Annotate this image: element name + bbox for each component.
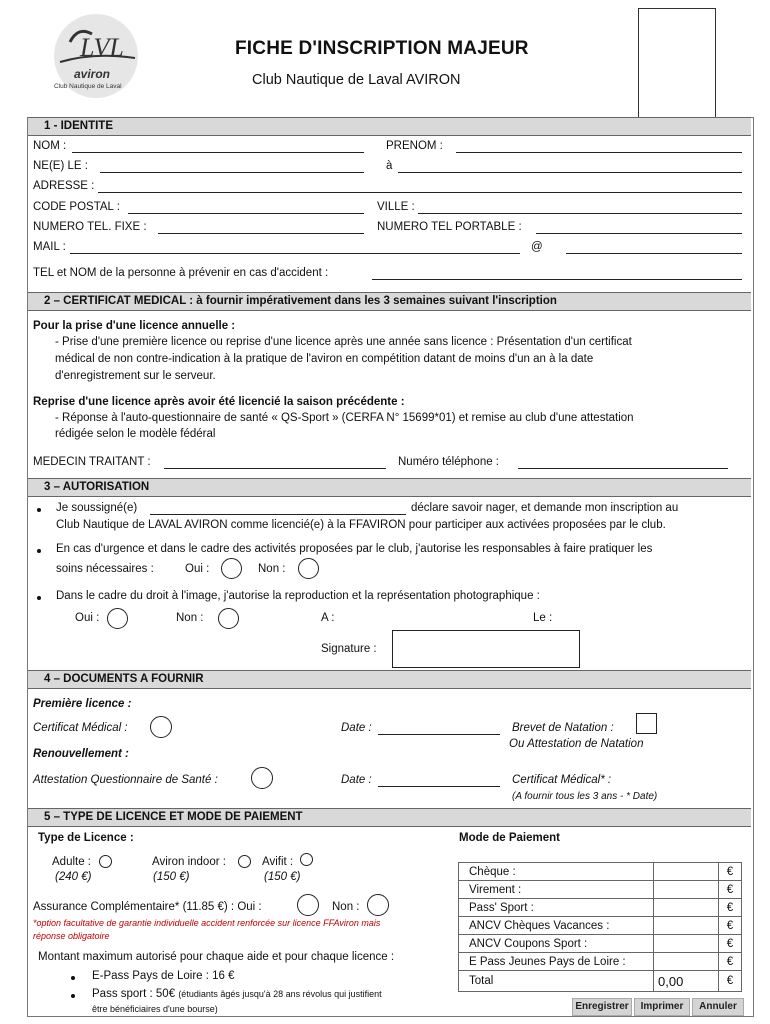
urgence-label: TEL et NOM de la personne à prévenir en cas d'accident : xyxy=(33,267,329,279)
currency-symbol: € xyxy=(719,899,742,917)
tel-fixe-field[interactable] xyxy=(158,233,364,234)
bullet-icon xyxy=(71,976,75,980)
ville-field[interactable] xyxy=(418,213,742,214)
total-amount-field[interactable]: 0,00 xyxy=(654,971,719,992)
code-postal-field[interactable] xyxy=(128,213,364,214)
indoor-label: Aviron indoor : xyxy=(152,856,226,868)
brevet-label: Brevet de Natation : xyxy=(512,722,614,734)
payment-row xyxy=(459,863,742,881)
bullet-icon xyxy=(37,596,41,600)
avifit-radio[interactable] xyxy=(300,853,313,866)
date-label: Le : xyxy=(533,612,553,624)
annuelle-line-3: d'enregistrement sur le serveur. xyxy=(55,370,216,382)
cert-date-label: Date : xyxy=(341,722,372,734)
section-certificat-header: 2 – CERTIFICAT MEDICAL : à fournir impérativement dans les 3 semaines suivant l'inscription xyxy=(28,292,751,311)
attestation-qs-radio[interactable] xyxy=(251,767,273,789)
certificat-label: Certificat Médical : xyxy=(33,722,128,734)
avifit-price: (150 €) xyxy=(264,871,301,883)
payment-label: Virement : xyxy=(459,881,654,899)
section-autorisation-header: 3 – AUTORISATION xyxy=(28,478,751,497)
adulte-radio[interactable] xyxy=(99,855,112,868)
adulte-price: (240 €) xyxy=(55,871,92,883)
payment-amount-field[interactable] xyxy=(654,881,719,899)
currency-symbol: € xyxy=(719,971,742,992)
payment-total-row xyxy=(459,971,742,992)
payment-label: Chèque : xyxy=(459,863,654,881)
medecin-field[interactable] xyxy=(164,468,386,469)
form-title: FICHE D'INSCRIPTION MAJEUR xyxy=(235,38,529,59)
type-licence-title: Type de Licence : xyxy=(38,832,134,844)
birthplace-field[interactable] xyxy=(398,172,742,173)
payment-label: ANCV Chèques Vacances : xyxy=(459,917,654,935)
print-button[interactable]: Imprimer xyxy=(634,998,690,1016)
ville-label: VILLE : xyxy=(377,201,415,213)
tel-fixe-label: NUMERO TEL. FIXE : xyxy=(33,221,147,233)
code-postal-label: CODE POSTAL : xyxy=(33,201,120,213)
currency-symbol: € xyxy=(719,953,742,971)
birthplace-label: à xyxy=(386,160,393,172)
indoor-radio[interactable] xyxy=(238,855,251,868)
payment-label: ANCV Coupons Sport : xyxy=(459,935,654,953)
reprise-title: Reprise d'une licence après avoir été licencié la saison précédente : xyxy=(33,396,405,408)
currency-symbol: € xyxy=(719,881,742,899)
currency-symbol: € xyxy=(719,863,742,881)
urgence-field[interactable] xyxy=(372,279,742,280)
reprise-line-1: - Réponse à l'auto-questionnaire de santé « QS-Sport » (CERFA N° 15699*01) et remise au club d'une attestation xyxy=(55,412,634,424)
image-oui-radio[interactable] xyxy=(107,608,128,629)
avifit-label: Avifit : xyxy=(262,856,294,868)
option-note-line-2: réponse obligatoire xyxy=(33,931,110,941)
renouvellement-title: Renouvellement : xyxy=(33,748,129,760)
image-oui-label: Oui : xyxy=(75,612,100,624)
svg-text:LVL: LVL xyxy=(80,33,124,62)
prenom-label: PRENOM : xyxy=(386,140,443,152)
soins-non-radio[interactable] xyxy=(298,558,319,579)
certificat-radio[interactable] xyxy=(150,716,172,738)
payment-row xyxy=(459,953,742,971)
payment-amount-field[interactable] xyxy=(654,953,719,971)
payment-row xyxy=(459,935,742,953)
adulte-label: Adulte : xyxy=(52,856,91,868)
total-label: Total xyxy=(459,971,654,992)
image-non-label: Non : xyxy=(176,612,204,624)
urgence-soins-text: En cas d'urgence et dans le cadre des activités proposées par le club, j'autorise les responsables à faire pratiquer les xyxy=(56,543,653,555)
payment-row xyxy=(459,881,742,899)
reprise-line-2: rédigée selon le modèle fédéral xyxy=(55,428,216,440)
payment-amount-field[interactable] xyxy=(654,863,719,881)
attestation-natation-label: Ou Attestation de Natation xyxy=(509,738,644,750)
certificat-renouv-label: Certificat Médical* : xyxy=(512,774,612,786)
club-logo xyxy=(40,12,152,100)
tel-medecin-label: Numéro téléphone : xyxy=(398,456,500,468)
annuelle-title: Pour la prise d'une licence annuelle : xyxy=(33,320,236,332)
nom-field[interactable] xyxy=(72,152,364,153)
adresse-label: ADRESSE : xyxy=(33,180,95,192)
droit-image-text: Dans le cadre du droit à l'image, j'autorise la reproduction et la représentation photographique : xyxy=(56,590,540,602)
option-note-line-1: *option facultative de garantie individuelle accident renforcée sur licence FFAviron mais xyxy=(33,918,381,928)
cert-date-field[interactable] xyxy=(378,734,500,735)
premiere-licence-title: Première licence : xyxy=(33,698,132,710)
qs-date-label: Date : xyxy=(341,774,372,786)
assurance-non-radio[interactable] xyxy=(367,894,389,916)
certificat-renouv-note: (A fournir tous les 3 ans - * Date) xyxy=(512,791,658,802)
section-documents-header: 4 – DOCUMENTS A FOURNIR xyxy=(28,670,751,689)
svg-text:aviron: aviron xyxy=(74,67,111,81)
currency-symbol: € xyxy=(719,935,742,953)
soussigne-text: déclare savoir nager, et demande mon inscription au xyxy=(411,502,679,514)
brevet-checkbox[interactable] xyxy=(636,713,657,734)
soins-non-label: Non : xyxy=(258,563,286,575)
payment-amount-field[interactable] xyxy=(654,899,719,917)
annuelle-line-2: médical de non contre-indication à la pratique de l'aviron en compétition datant de moins d'un an à la date xyxy=(55,353,594,365)
payment-amount-field[interactable] xyxy=(654,935,719,953)
tel-portable-field[interactable] xyxy=(536,233,742,234)
cancel-button[interactable]: Annuler xyxy=(692,998,744,1016)
mode-paiement-title: Mode de Paiement xyxy=(459,832,560,844)
soussigne-field[interactable] xyxy=(150,514,406,515)
assurance-non-label: Non : xyxy=(332,901,360,913)
mail-label: MAIL : xyxy=(33,241,66,253)
photo-box[interactable] xyxy=(638,8,716,122)
ne-le-label: NE(E) LE : xyxy=(33,160,88,172)
image-non-radio[interactable] xyxy=(218,608,239,629)
payment-row xyxy=(459,899,742,917)
attestation-qs-label: Attestation Questionnaire de Santé : xyxy=(33,774,218,786)
at-sign: @ xyxy=(531,241,543,253)
adresse-field[interactable] xyxy=(98,192,742,193)
signature-box[interactable] xyxy=(392,630,580,668)
lieu-label: A : xyxy=(321,612,335,624)
payment-row xyxy=(459,917,742,935)
section-licence-header: 5 – TYPE DE LICENCE ET MODE DE PAIEMENT xyxy=(28,808,751,827)
birthdate-field[interactable] xyxy=(100,172,364,173)
signature-label: Signature : xyxy=(321,643,377,655)
currency-symbol: € xyxy=(719,917,742,935)
save-button[interactable]: Enregistrer xyxy=(572,998,632,1016)
form-subtitle: Club Nautique de Laval AVIRON xyxy=(252,72,461,88)
bullet-icon xyxy=(37,549,41,553)
mail-user-field[interactable] xyxy=(70,253,520,254)
tel-portable-label: NUMERO TEL PORTABLE : xyxy=(377,221,522,233)
epass-text: E-Pass Pays de Loire : 16 € xyxy=(92,970,235,982)
passsport-text-2: être bénéficiaires d'une bourse) xyxy=(92,1004,218,1014)
payment-table xyxy=(458,862,742,992)
mail-domain-field[interactable] xyxy=(566,253,742,254)
montant-max-text: Montant maximum autorisé pour chaque aide et pour chaque licence : xyxy=(38,951,395,963)
prenom-field[interactable] xyxy=(456,152,742,153)
assurance-label: Assurance Complémentaire* (11.85 €) : Oui : xyxy=(33,901,262,913)
soins-oui-radio[interactable] xyxy=(221,558,242,579)
soussigne-label: Je soussigné(e) xyxy=(56,502,138,514)
payment-label: E Pass Jeunes Pays de Loire : xyxy=(459,953,654,971)
qs-date-field[interactable] xyxy=(378,786,500,787)
section-identite-header: 1 - IDENTITE xyxy=(28,117,751,136)
bullet-icon xyxy=(71,994,75,998)
indoor-price: (150 €) xyxy=(153,871,190,883)
passsport-text: Pass sport : 50€ (étudiants âgés jusqu'à 28 ans révolus qui justifient xyxy=(92,988,382,1000)
medecin-label: MEDECIN TRAITANT : xyxy=(33,456,151,468)
payment-amount-field[interactable] xyxy=(654,917,719,935)
soussigne-text-2: Club Nautique de LAVAL AVIRON comme licencié(e) à la FFAVIRON pour participer aux activées proposées par le club. xyxy=(56,519,666,531)
assurance-oui-radio[interactable] xyxy=(297,894,319,916)
tel-medecin-field[interactable] xyxy=(518,468,728,469)
payment-label: Pass' Sport : xyxy=(459,899,654,917)
annuelle-line-1: - Prise d'une première licence ou reprise d'une licence après une année sans licence : Présentation d'un certificat xyxy=(55,336,632,348)
soins-label: soins nécessaires : xyxy=(56,563,154,575)
nom-label: NOM : xyxy=(33,140,67,152)
svg-text:Club Nautique de Laval: Club Nautique de Laval xyxy=(54,83,122,90)
soins-oui-label: Oui : xyxy=(185,563,210,575)
bullet-icon xyxy=(37,508,41,512)
